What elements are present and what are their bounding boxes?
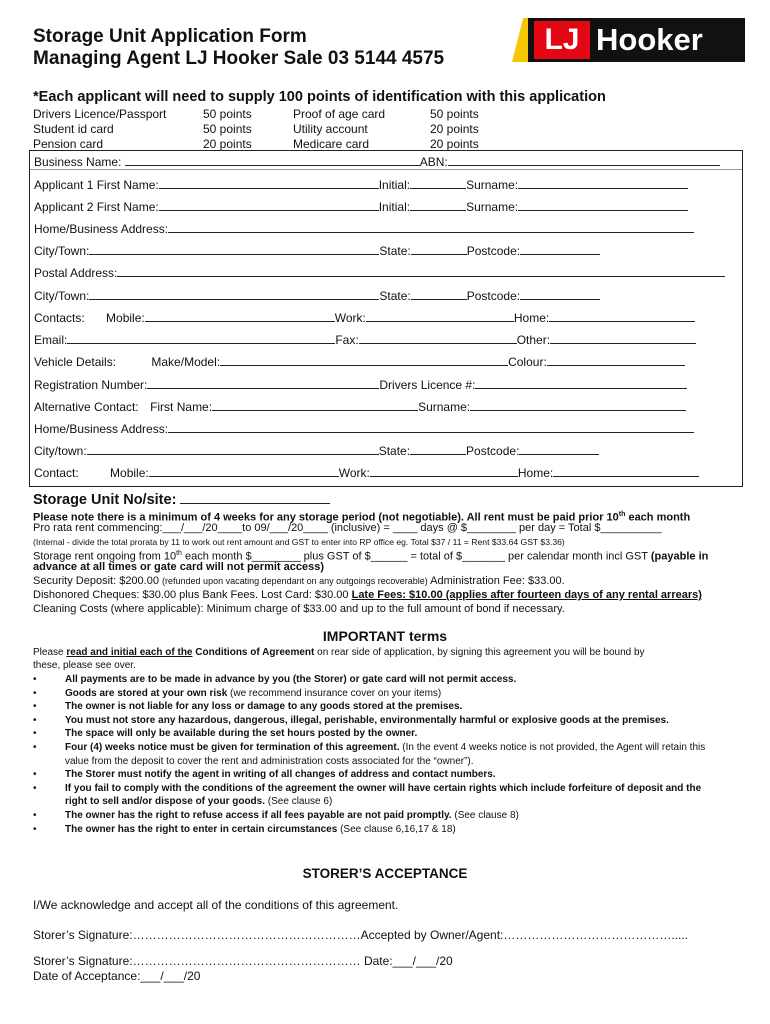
bullet-icon: • [33,701,37,713]
alt-address-label: Home/Business Address: [34,422,169,436]
other-field[interactable] [550,332,696,344]
prorata-line: Pro rata rent commencing:___/___/20____to 09/___/20____ (inclusive) = ____ days @ $________ per day = Total $__________ [33,522,662,534]
intro-underlined: read and initial each of the [66,647,193,658]
make-model-field[interactable] [220,354,508,366]
city-label: City/Town: [34,244,90,258]
id-doc-points: 50 points [430,107,479,121]
row-divider [30,169,742,170]
id-doc-points: 20 points [430,122,479,136]
term-bold-text: You must not store any hazardous, dangerous, illegal, perishable, environmentally harmful or explosive goods at the premises. [65,714,669,726]
applicant2-surname-field[interactable] [518,199,688,211]
admin-fee-text: Administration Fee: $33.00. [427,575,565,587]
registration-label: Registration Number: [34,378,148,392]
abn-field[interactable] [448,154,720,166]
important-intro [33,647,645,659]
term-item [33,687,713,701]
postal-city-label: City/Town: [34,289,90,303]
email-row [34,332,696,347]
term-item [33,727,713,741]
ongoing-text-mid: each month $________ plus GST of $______ = total of $_______ per calendar month incl GST [181,550,651,563]
term-bold-text: The Storer must notify the agent in writing of all changes of address and contact numbers. [65,769,496,781]
alt-work-field[interactable] [370,465,518,477]
alt-address-row [34,421,694,436]
email-field[interactable] [67,332,335,344]
email-label: Email: [34,333,68,347]
term-item [33,714,713,728]
alt-state-label: State: [378,444,411,458]
alt-surname-label: Surname: [418,400,471,414]
fax-label: Fax: [335,333,359,347]
make-model-label: Make/Model: [151,355,221,369]
applicant1-initial-field[interactable] [410,177,466,189]
term-normal-text: (See clause 6) [265,796,333,808]
applicant-details-form [29,150,743,487]
registration-field[interactable] [147,377,379,389]
bullet-icon: • [33,714,37,726]
applicant1-initial-label: Initial: [378,178,411,192]
postal-city-row [34,288,600,303]
ongoing-text-bold: (payable in [650,550,709,563]
notice-text: Please note there is a minimum of 4 weeks for any storage period (not negotiable). All rent must be paid prior 10 [33,511,619,524]
alt-home-field[interactable] [553,465,699,477]
business-name-label: Business Name: [34,155,122,169]
postal-city-field[interactable] [89,288,379,300]
id-doc-points: 50 points [203,107,252,121]
drivers-licence-field[interactable] [475,377,687,389]
bullet-icon: • [33,728,37,740]
term-bold-text: Goods are stored at your own risk [65,687,228,699]
applicant1-surname-label: Surname: [466,178,519,192]
applicant2-first-name-label: Applicant 2 First Name: [34,200,159,214]
id-points-table [33,107,553,153]
alt-mobile-field[interactable] [149,465,339,477]
state-label: State: [379,244,411,258]
id-doc-label: Utility account [293,122,368,136]
security-text: Security Deposit: $200.00 [33,575,163,587]
alt-contact-label: Alternative Contact: [34,400,139,414]
term-item [33,673,713,687]
applicant1-first-name-label: Applicant 1 First Name: [34,178,159,192]
late-fees-text: Late Fees: $10.00 (applies after fourteen days of any rental arrears) [351,589,702,601]
terms-list [33,673,713,836]
fax-field[interactable] [359,332,517,344]
drivers-licence-label: Drivers Licence #: [379,378,476,392]
id-doc-label: Drivers Licence/Passport [33,107,167,121]
notice-sup: th [618,511,626,518]
term-bold-text: The owner has the right to enter in certain circumstances [65,823,338,835]
storer-signature-owner-line[interactable]: Storer’s Signature:…………………………………………………Accepted by Owner/Agent:……………………………………..... [33,928,689,942]
city-field[interactable] [89,243,379,255]
other-label: Other: [516,333,551,347]
important-terms-heading: IMPORTANT terms [322,628,448,644]
postal-state-label: State: [379,289,411,303]
alt-city-label: City/town: [34,444,87,458]
alt-first-name-label: First Name: [150,400,213,414]
important-intro-cont: these, please see over. [33,660,136,671]
term-item [33,823,713,837]
bullet-icon: • [33,741,37,753]
alt-surname-field[interactable] [470,399,686,411]
lj-hooker-logo [512,18,745,62]
work-field[interactable] [366,310,514,322]
term-item [33,809,713,823]
term-item [33,700,713,714]
postal-postcode-field[interactable] [520,288,600,300]
storers-acceptance-heading: STORER’S ACCEPTANCE [302,866,468,881]
intro-text: Please [33,647,67,658]
fees-line [33,589,702,602]
home-address-label: Home/Business Address: [34,222,169,236]
security-small: (refunded upon vacating dependant on any outgoings recoverable) [162,576,428,586]
term-normal-text: (See clause 8) [451,809,519,821]
ongoing-rent-advance: advance at all times or gate card will not permit access) [33,561,325,573]
postcode-label: Postcode: [466,244,521,258]
mobile-field[interactable] [145,310,335,322]
term-normal-text: (See clause 6,16,17 & 18) [337,823,456,835]
bullet-icon: • [33,674,37,685]
id-doc-label: Medicare card [293,137,370,151]
alt-contact-row [34,399,686,414]
vehicle-row [34,354,685,369]
term-bold-text: All payments are to be made in advance by you (the Storer) or gate card will not permit access. [65,674,517,685]
alt-address-field[interactable] [168,421,694,433]
alt-postcode-field[interactable] [519,443,599,455]
alt-city-row [34,443,599,458]
storage-unit-field[interactable] [180,491,330,504]
mobile-label: Mobile: [106,311,145,325]
applicant2-first-name-field[interactable] [159,199,379,211]
term-bold-text: The space will only be available during the set hours posted by the owner. [65,728,418,740]
cleaning-costs-line: Cleaning Costs (where applicable): Minimum charge of $33.00 and up to the full amount of bond if necessary. [33,603,565,615]
alt-work-label: Work: [338,466,370,480]
applicant1-row [34,177,688,192]
term-normal-text: (we recommend insurance cover on your items) [227,687,442,699]
storage-unit-label: Storage Unit No/site: [33,492,177,508]
alt-mobile-label: Mobile: [110,466,149,480]
acknowledgement-text: I/We acknowledge and accept all of the conditions of this agreement. [33,898,399,912]
logo-lj-text: LJ [534,21,590,59]
intro-rest: on rear side of application, by signing this agreement you will be bound by [314,647,645,658]
bullet-icon: • [33,687,37,699]
form-title: Storage Unit Application Form [33,26,307,47]
bullet-icon: • [33,823,37,835]
storer-signature-date-line[interactable]: Storer’s Signature:………………………………………………… Date:___/___/20 [33,954,453,968]
notice-text-end: each month [625,511,691,524]
vehicle-details-label: Vehicle Details: [34,355,117,369]
postal-address-field[interactable] [117,265,725,277]
bullet-icon: • [33,769,37,781]
postal-postcode-label: Postcode: [466,289,521,303]
applicant1-surname-field[interactable] [518,177,688,189]
term-item [33,741,713,768]
term-normal-text: (In the event 4 weeks notice is not provided, the Agent will retain this value from the deposit to cover the rent and administration costs associated for the “owner”). [65,741,706,767]
term-item [33,782,713,809]
postal-address-row [34,265,725,280]
date-of-acceptance-line[interactable]: Date of Acceptance:___/___/20 [33,969,201,983]
id-requirement-note: *Each applicant will need to supply 100 points of identification with this application [33,89,606,105]
applicant2-row [34,199,688,214]
state-field[interactable] [411,243,467,255]
business-name-field[interactable] [125,154,420,166]
applicant1-first-name-field[interactable] [159,177,379,189]
security-deposit-line [33,575,565,588]
dishonoured-text: Dishonored Cheques: $30.00 plus Bank Fees. Lost Card: $30.00 [33,589,352,601]
alt-city-field[interactable] [87,443,379,455]
alt-first-name-field[interactable] [212,399,418,411]
id-doc-label: Pension card [33,137,104,151]
postcode-field[interactable] [520,243,600,255]
ongoing-sup: th [176,550,182,557]
internal-note: (Internal - divide the total prorata by 11 to work out rent amount and GST to enter into RP office eg. Total $37 / 11 = Rent $33.64 GST $3.36) [33,537,565,547]
business-name-row [34,154,720,169]
bullet-icon: • [33,782,37,794]
bullet-icon: • [33,809,37,821]
colour-label: Colour: [508,355,547,369]
id-doc-points: 20 points [430,137,479,151]
alt-state-field[interactable] [410,443,466,455]
term-bold-text: The owner is not liable for any loss or damage to any goods stored at the premises. [65,701,463,713]
intro-bold: Conditions of Agreement [192,647,315,658]
alt-postcode-label: Postcode: [466,444,520,458]
term-bold-text: If you fail to comply with the conditions of the agreement the owner will have certain rights which include forfeiture of deposit and the right to sell and/or dispose of your goods. [65,782,702,808]
id-doc-points: 50 points [203,122,252,136]
home-phone-label: Home: [513,311,550,325]
id-doc-label: Student id card [33,122,114,136]
abn-label: ABN: [419,155,448,169]
logo-hooker-text: Hooker [596,22,703,57]
postal-state-field[interactable] [411,288,467,300]
alt-contact-phone-label: Contact: [34,466,79,480]
home-address-field[interactable] [168,221,694,233]
term-bold-text: The owner has the right to refuse access if all fees payable are not paid promptly. [65,809,452,821]
home-phone-field[interactable] [549,310,695,322]
city-row [34,243,600,258]
term-item [33,768,713,782]
form-subtitle: Managing Agent LJ Hooker Sale 03 5144 4575 [33,48,445,69]
id-doc-points: 20 points [203,137,252,151]
applicant2-initial-label: Initial: [378,200,411,214]
home-address-row [34,221,694,236]
postal-address-label: Postal Address: [34,266,118,280]
id-doc-label: Proof of age card [293,107,386,121]
applicant2-surname-label: Surname: [466,200,519,214]
alt-home-label: Home: [517,466,554,480]
term-bold-text: Four (4) weeks notice must be given for termination of this agreement. [65,741,400,753]
registration-row [34,377,687,392]
storage-unit-row [33,491,330,508]
contacts-row [34,310,695,325]
ongoing-text: Storage rent ongoing from 10 [33,550,177,563]
alt-contact-phones-row [34,465,699,480]
applicant2-initial-field[interactable] [410,199,466,211]
contacts-label: Contacts: [34,311,85,325]
colour-field[interactable] [547,354,685,366]
work-label: Work: [334,311,366,325]
